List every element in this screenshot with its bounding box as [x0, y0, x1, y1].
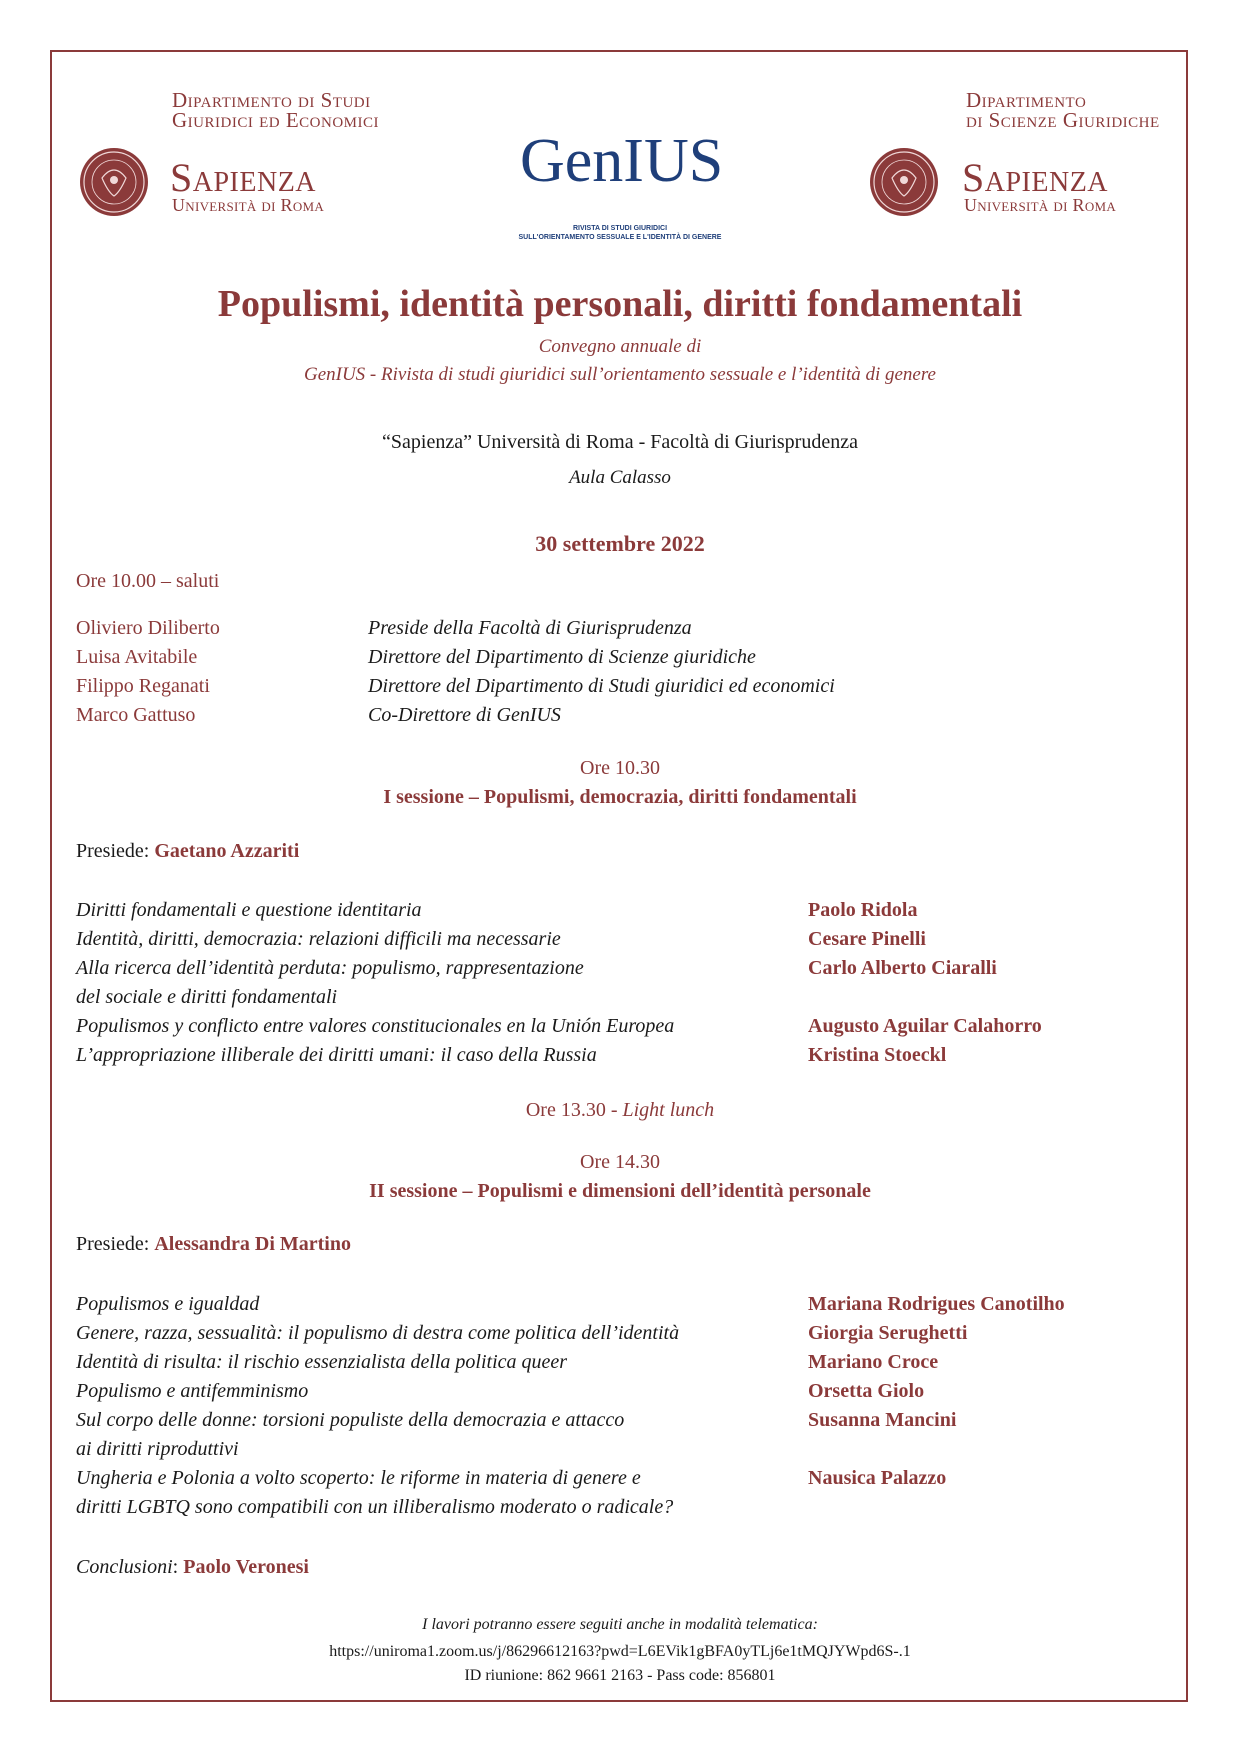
- genius-logo-subtitle: [500, 224, 740, 242]
- left-sapienza-logo-word: Sapienza: [170, 155, 317, 200]
- left-dept-line1: Dipartimento di Studi: [172, 88, 371, 112]
- session2-time: Ore 14.30: [580, 1151, 660, 1173]
- right-dept-line2: di Scienze Giuridiche: [966, 108, 1160, 132]
- right-sapienza-logo-word: Sapienza: [962, 155, 1109, 200]
- lunch-time: Ore 13.30 -: [525, 1099, 623, 1121]
- talk-speaker: Mariano Croce: [808, 1351, 939, 1373]
- event-subtitle-1: Convegno annuale di: [538, 336, 702, 357]
- greetings-time: Ore 10.00 – saluti: [76, 570, 220, 592]
- genius-logo-word: GenIUS: [520, 127, 724, 195]
- chair-label: Presiede:: [76, 840, 155, 862]
- conclusions-name: Paolo Veronesi: [183, 1556, 309, 1578]
- conclusions-label: Conclusioni: [76, 1556, 173, 1578]
- lunch-label: Light lunch: [622, 1099, 715, 1121]
- meeting-credentials: ID riunione: 862 9661 2163 - Pass code: 856801: [464, 1667, 776, 1684]
- talk-title: Populismo e antifemminismo: [76, 1380, 309, 1402]
- talk-title: del sociale e diritti fondamentali: [76, 986, 338, 1008]
- greeting-role: Co-Direttore di GenIUS: [368, 704, 561, 726]
- event-title: Populismi, identità personali, diritti fondamentali: [217, 283, 1023, 325]
- right-department-name: [966, 90, 1160, 130]
- talk-title: Diritti fondamentali e questione identitaria: [76, 899, 422, 921]
- chair-label: Presiede:: [76, 1233, 155, 1255]
- session1-chair: [76, 840, 299, 863]
- greeting-name: Marco Gattuso: [76, 704, 196, 726]
- sapienza-seal-icon: [870, 148, 938, 216]
- greeting-role: Direttore del Dipartimento di Scienze giuridiche: [368, 646, 756, 668]
- zoom-link[interactable]: https://uniroma1.zoom.us/j/86296612163?pwd=L6EVik1gBFA0yTLj6e1tMQJYWpd6S-.1: [329, 1643, 911, 1660]
- session2-chair: [76, 1233, 351, 1256]
- conclusions: [76, 1556, 309, 1579]
- talk-speaker: Paolo Ridola: [808, 899, 918, 921]
- greeting-name: Luisa Avitabile: [76, 646, 198, 668]
- genius-logo: [520, 127, 724, 195]
- left-sapienza-logo-sub: Università di Roma: [172, 195, 325, 215]
- talk-speaker: Susanna Mancini: [808, 1409, 957, 1431]
- conclusions-sep: :: [172, 1556, 184, 1578]
- talk-speaker: Orsetta Giolo: [808, 1380, 925, 1402]
- genius-sub-line1: RIVISTA DI STUDI GIURIDICI: [572, 225, 668, 232]
- greeting-role: Preside della Facoltà di Giurisprudenza: [368, 617, 692, 639]
- event-room: Aula Calasso: [569, 467, 671, 488]
- left-department-name: [172, 90, 379, 130]
- session1-time: Ore 10.30: [580, 757, 660, 779]
- left-dept-line2: Giuridici ed Economici: [172, 108, 379, 132]
- talk-speaker: Carlo Alberto Ciaralli: [808, 957, 997, 979]
- event-subtitle-2: GenIUS - Rivista di studi giuridici sull’orientamento sessuale e l’identità di genere: [303, 364, 936, 385]
- genius-sub-line2: SULL'ORIENTAMENTO SESSUALE E L'IDENTITÀ DI GENERE: [518, 234, 722, 241]
- footer-note: I lavori potranno essere seguiti anche in modalità telematica:: [422, 1616, 818, 1633]
- talk-title: Populismos y conflicto entre valores constitucionales en la Unión Europea: [76, 1015, 675, 1037]
- talk-title: Ungheria e Polonia a volto scoperto: le riforme in materia di genere e: [76, 1467, 641, 1489]
- event-venue: “Sapienza” Università di Roma - Facoltà di Giurisprudenza: [382, 431, 858, 453]
- talk-speaker: Giorgia Serughetti: [808, 1322, 968, 1344]
- talk-title: Populismos e igualdad: [76, 1293, 260, 1315]
- greeting-name: Filippo Reganati: [76, 675, 210, 697]
- talk-speaker: Nausica Palazzo: [808, 1467, 947, 1489]
- lunch-break: [0, 1099, 1240, 1122]
- sapienza-seal-icon: [80, 148, 148, 216]
- greeting-name: Oliviero Diliberto: [76, 617, 220, 639]
- talk-speaker: Mariana Rodrigues Canotilho: [808, 1293, 1065, 1315]
- talk-title: ai diritti riproduttivi: [76, 1438, 239, 1460]
- chair-name: Alessandra Di Martino: [154, 1233, 351, 1255]
- chair-name: Gaetano Azzariti: [154, 840, 300, 862]
- talk-title: diritti LGBTQ sono compatibili con un illiberalismo moderato o radicale?: [76, 1496, 674, 1518]
- session1-title: I sessione – Populismi, democrazia, diritti fondamentali: [383, 786, 857, 808]
- talk-title: Identità, diritti, democrazia: relazioni difficili ma necessarie: [76, 928, 561, 950]
- talk-speaker: Cesare Pinelli: [808, 928, 926, 950]
- talk-title: L’appropriazione illiberale dei diritti umani: il caso della Russia: [76, 1044, 597, 1066]
- right-sapienza-logo-sub: Università di Roma: [964, 195, 1117, 215]
- talk-speaker: Kristina Stoeckl: [808, 1044, 947, 1066]
- greeting-role: Direttore del Dipartimento di Studi giuridici ed economici: [368, 675, 835, 697]
- session2-title: II sessione – Populismi e dimensioni dell’identità personale: [369, 1180, 871, 1202]
- talk-speaker: Augusto Aguilar Calahorro: [808, 1015, 1042, 1037]
- talk-title: Genere, razza, sessualità: il populismo di destra come politica dell’identità: [76, 1322, 680, 1344]
- talk-title: Alla ricerca dell’identità perduta: populismo, rappresentazione: [76, 957, 584, 979]
- event-date: 30 settembre 2022: [535, 531, 705, 556]
- right-dept-line1: Dipartimento: [966, 88, 1087, 112]
- talk-title: Identità di risulta: il rischio essenzialista della politica queer: [76, 1351, 568, 1373]
- talk-title: Sul corpo delle donne: torsioni populiste della democrazia e attacco: [76, 1409, 625, 1431]
